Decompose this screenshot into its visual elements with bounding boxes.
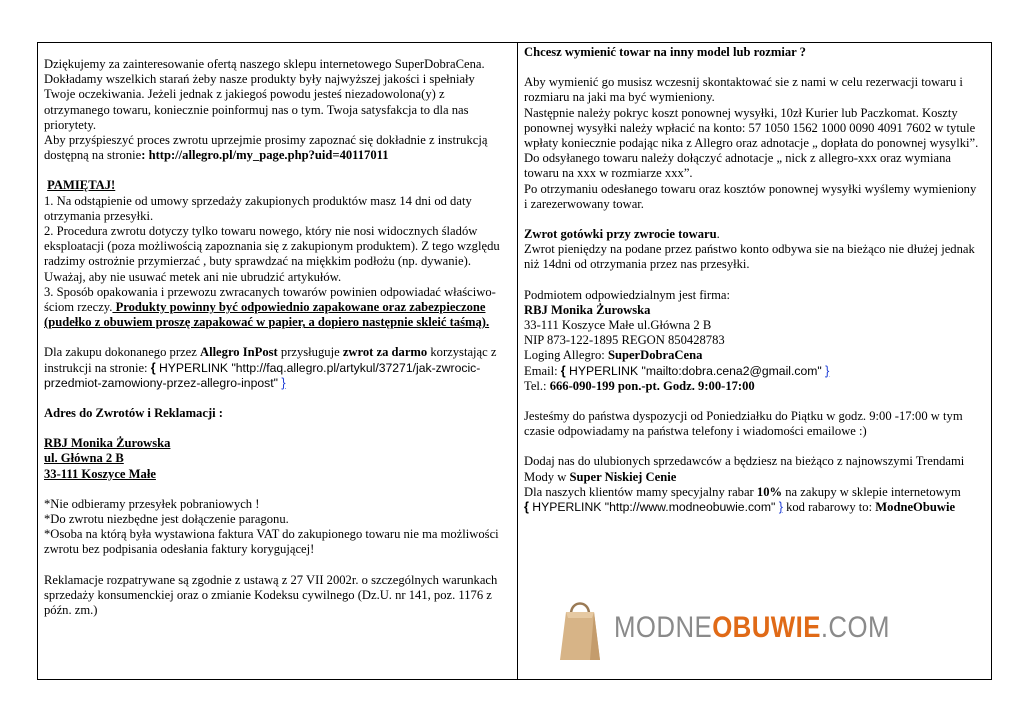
- right-column: [518, 43, 991, 679]
- login-label: Loging Allegro:: [524, 348, 608, 363]
- refund-title-text: Zwrot gotówki przy zwrocie towaru: [524, 227, 717, 242]
- tel-line: [524, 379, 981, 394]
- login-line: [524, 348, 981, 363]
- address-title-text: Adres do Zwrotów i Reklamacji :: [44, 406, 223, 421]
- shopping-bag-icon: [556, 594, 604, 662]
- hours-paragraph: Jesteśmy do państwa dyspozycji od Poniedziałku do Piątku w godz. 9:00 -17:00 w tym czasie odpowiadamy na państwa telefony i wiadomości emailowe :): [524, 409, 963, 439]
- exchange-title: [524, 45, 981, 60]
- discount-paragraph: [524, 485, 981, 500]
- address-street: ul. Główna 2 B: [44, 451, 124, 466]
- company-name: [524, 303, 981, 318]
- inpost-text-2: przysługuje: [277, 345, 343, 360]
- discount-text-1: Dla naszych klientów mamy specyjalny rabar: [524, 484, 757, 499]
- address-title: [44, 406, 509, 421]
- email-line: [524, 364, 981, 379]
- discount-text-2: na zakupy w sklepie internetowym: [782, 484, 961, 499]
- note-2: *Do zwrotu niezbędne jest dołączenie paragonu.: [44, 512, 289, 527]
- remember-text: PAMIĘTAJ!: [47, 178, 116, 193]
- rule-2: 2. Procedura zwrotu dotyczy tylko towaru nowego, który nie nosi widocznych śladów eksploatacji (poza możliwością zapoznania się z zakupionym produktem). Z tego względu radzimy ostrożnie przymierzać , buty sprawdzać na miękkim podłożu (np. dywanie). Uważaj, aby nie usuwać metek ani nie ubrudzić artykułów.: [44, 224, 500, 284]
- field-open-brace: {: [150, 360, 156, 375]
- favourites-bold: Super Niskiej Cenie: [569, 469, 677, 484]
- logo-part-2: OBUWIE: [712, 611, 821, 645]
- note-1: *Nie odbieramy przesyłek pobraniowych !: [44, 496, 260, 511]
- field-open-brace: {: [524, 500, 529, 515]
- company-nip: NIP 873-122-1895 REGON 850428783: [524, 333, 725, 348]
- intro-paragraph: Dziękujemy za zainteresowanie ofertą naszego sklepu internetowego SuperDobraCena. Dokładamy wszelkich starań żeby nasze produkty były najwyższej jakości i spełniały Twoje oczekiwania. Jeżeli jednak z jakiegoś powodu jesteś niezadowolona(y) z otrzymanego towaru, koniecznie poinformuj nas o tym. Twoja satysfakcja to dla nas priorytety.: [44, 57, 485, 132]
- site-code-line: [524, 500, 981, 515]
- logo-wordmark: [614, 611, 890, 645]
- remember-heading: [44, 178, 509, 193]
- discount-percent: 10%: [756, 484, 783, 499]
- address-city: 33-111 Koszyce Małe: [44, 466, 156, 481]
- exchange-paragraph-1: Aby wymienić go musisz wczesnij skontaktować sie z nami w celu rezerwacji towaru i rozmiaru na jaki ma być wymieniony.: [524, 75, 963, 105]
- field-close-brace[interactable]: }: [778, 500, 783, 515]
- favourites-text: Dodaj nas do ulubionych sprzedawców a będziesz na bieżąco z najnowszymi Trendami Mody w: [524, 454, 965, 484]
- login-value: SuperDobraCena: [607, 348, 703, 363]
- site-hyperlink-field[interactable]: HYPERLINK "http://www.modneobuwie.com": [528, 500, 779, 515]
- rule-1: 1. Na odstąpienie od umowy sprzedaży zakupionych produktów masz 14 dni od daty otrzymania przesyłki.: [44, 193, 472, 223]
- rule-3-text: 3. Sposób opakowania i przewozu zwracanych towarów powinien odpowiadać właściwo-ściom rzeczy.: [44, 284, 496, 315]
- inpost-text-1: Dla zakupu dokonanego przez: [44, 345, 200, 360]
- instruction-paragraph: [44, 133, 509, 163]
- inpost-paragraph: [44, 345, 509, 391]
- address-line-3: [44, 467, 509, 482]
- email-label: Email:: [524, 363, 561, 378]
- exchange-paragraph-4: Po otrzymaniu odesłanego towaru oraz kosztów ponownej wysyłki wyślemy wymieniony i zarezerwowany towar.: [524, 181, 977, 211]
- logo-part-3: .COM: [820, 611, 890, 645]
- instruction-text: Aby przyśpieszyć proces zwrotu uprzejmie prosimy zapoznać się dokładnie z instrukcją dostępną na stronie: [44, 133, 488, 163]
- legal-paragraph: Reklamacje rozpatrywane są zgodnie z ustawą z 27 VII 2002r. o szczególnych warunkach sprzedaży konsumenckiej oraz o zmianie Kodeksu cywilnego (Dz.U. nr 141, poz. 1176 z późn. zm.): [44, 572, 498, 618]
- inpost-hyperlink-field[interactable]: HYPERLINK "http://faq.allegro.pl/artykul/37271/jak-zwrocic-przedmiot-zamowiony-przez-allegro-inpost": [44, 360, 481, 390]
- field-close-brace[interactable]: }: [281, 375, 286, 390]
- document-table: [37, 42, 992, 680]
- rule-3: [44, 285, 509, 331]
- exchange-paragraph-3: Do odsyłanego towaru należy dołączyć adnotacje „ nick z allegro-xxx oraz wymiana towaru na xxx w rozmiarze xxx”.: [524, 151, 951, 181]
- refund-title: [524, 227, 981, 242]
- inpost-bold-1: Allegro InPost: [199, 345, 278, 360]
- email-hyperlink-field[interactable]: HYPERLINK "mailto:dobra.cena2@gmail.com": [565, 363, 826, 378]
- inpost-text-3: korzystając z instrukcji na stronie:: [44, 345, 497, 375]
- field-close-brace[interactable]: }: [825, 363, 830, 378]
- address-line-2: [44, 451, 509, 466]
- favourites-paragraph: [524, 454, 981, 484]
- address-line-1: [44, 436, 509, 451]
- modneobuwie-logo: [556, 588, 935, 668]
- company-intro: Podmiotem odpowiedzialnym jest firma:: [524, 287, 731, 302]
- logo-part-1: MODNE: [614, 611, 713, 645]
- company-name-text: RBJ Monika Żurowska: [524, 302, 651, 317]
- code-value: ModneObuwie: [875, 500, 956, 515]
- rule-3-bold: Produkty powinny być odpowiednio zapakowane oraz zabezpieczone (pudełko z obuwiem proszę zapakować w papier, a dopiero następnie skleić taśmą).: [44, 300, 490, 330]
- tel-value: 666-090-199 pon.-pt. Godz. 9:00-17:00: [549, 378, 755, 393]
- refund-title-dot: .: [716, 227, 720, 242]
- instruction-link[interactable]: : http://allegro.pl/my_page.php?uid=40117011: [141, 148, 389, 163]
- exchange-paragraph-2: Następnie należy pokryc koszt ponownej wysyłki, 10zł Kurier lub Paczkomat. Koszty ponownej wysyłki należy wpłacić na konto: 57 1050 1562 1000 0090 4091 7602 w tytule wpłaty koniecznie podając nika z Allegro oraz adnotacje „ dopłata do ponownej wysylki”.: [524, 105, 979, 151]
- refund-paragraph: Zwrot pieniędzy na podane przez państwo konto odbywa sie na bieżąco nie dłużej jednak niż 14dni od otrzymania przez nas przesyłki.: [524, 242, 975, 272]
- address-name: RBJ Monika Żurowska: [44, 436, 171, 451]
- left-column: [38, 43, 518, 679]
- note-3: *Osoba na którą była wystawiona faktura VAT do zakupionego towaru nie ma możliwości zwrotu bez podpisania odesłania faktury korygującej!: [44, 527, 499, 557]
- exchange-title-text: Chcesz wymienić towar na inny model lub rozmiar ?: [524, 45, 806, 59]
- tel-label: Tel.:: [524, 378, 550, 393]
- code-label: kod rabarowy to:: [782, 500, 876, 515]
- company-address: 33-111 Koszyce Małe ul.Główna 2 B: [524, 318, 712, 333]
- field-open-brace: {: [560, 363, 566, 378]
- inpost-bold-2: zwrot za darmo: [342, 345, 428, 360]
